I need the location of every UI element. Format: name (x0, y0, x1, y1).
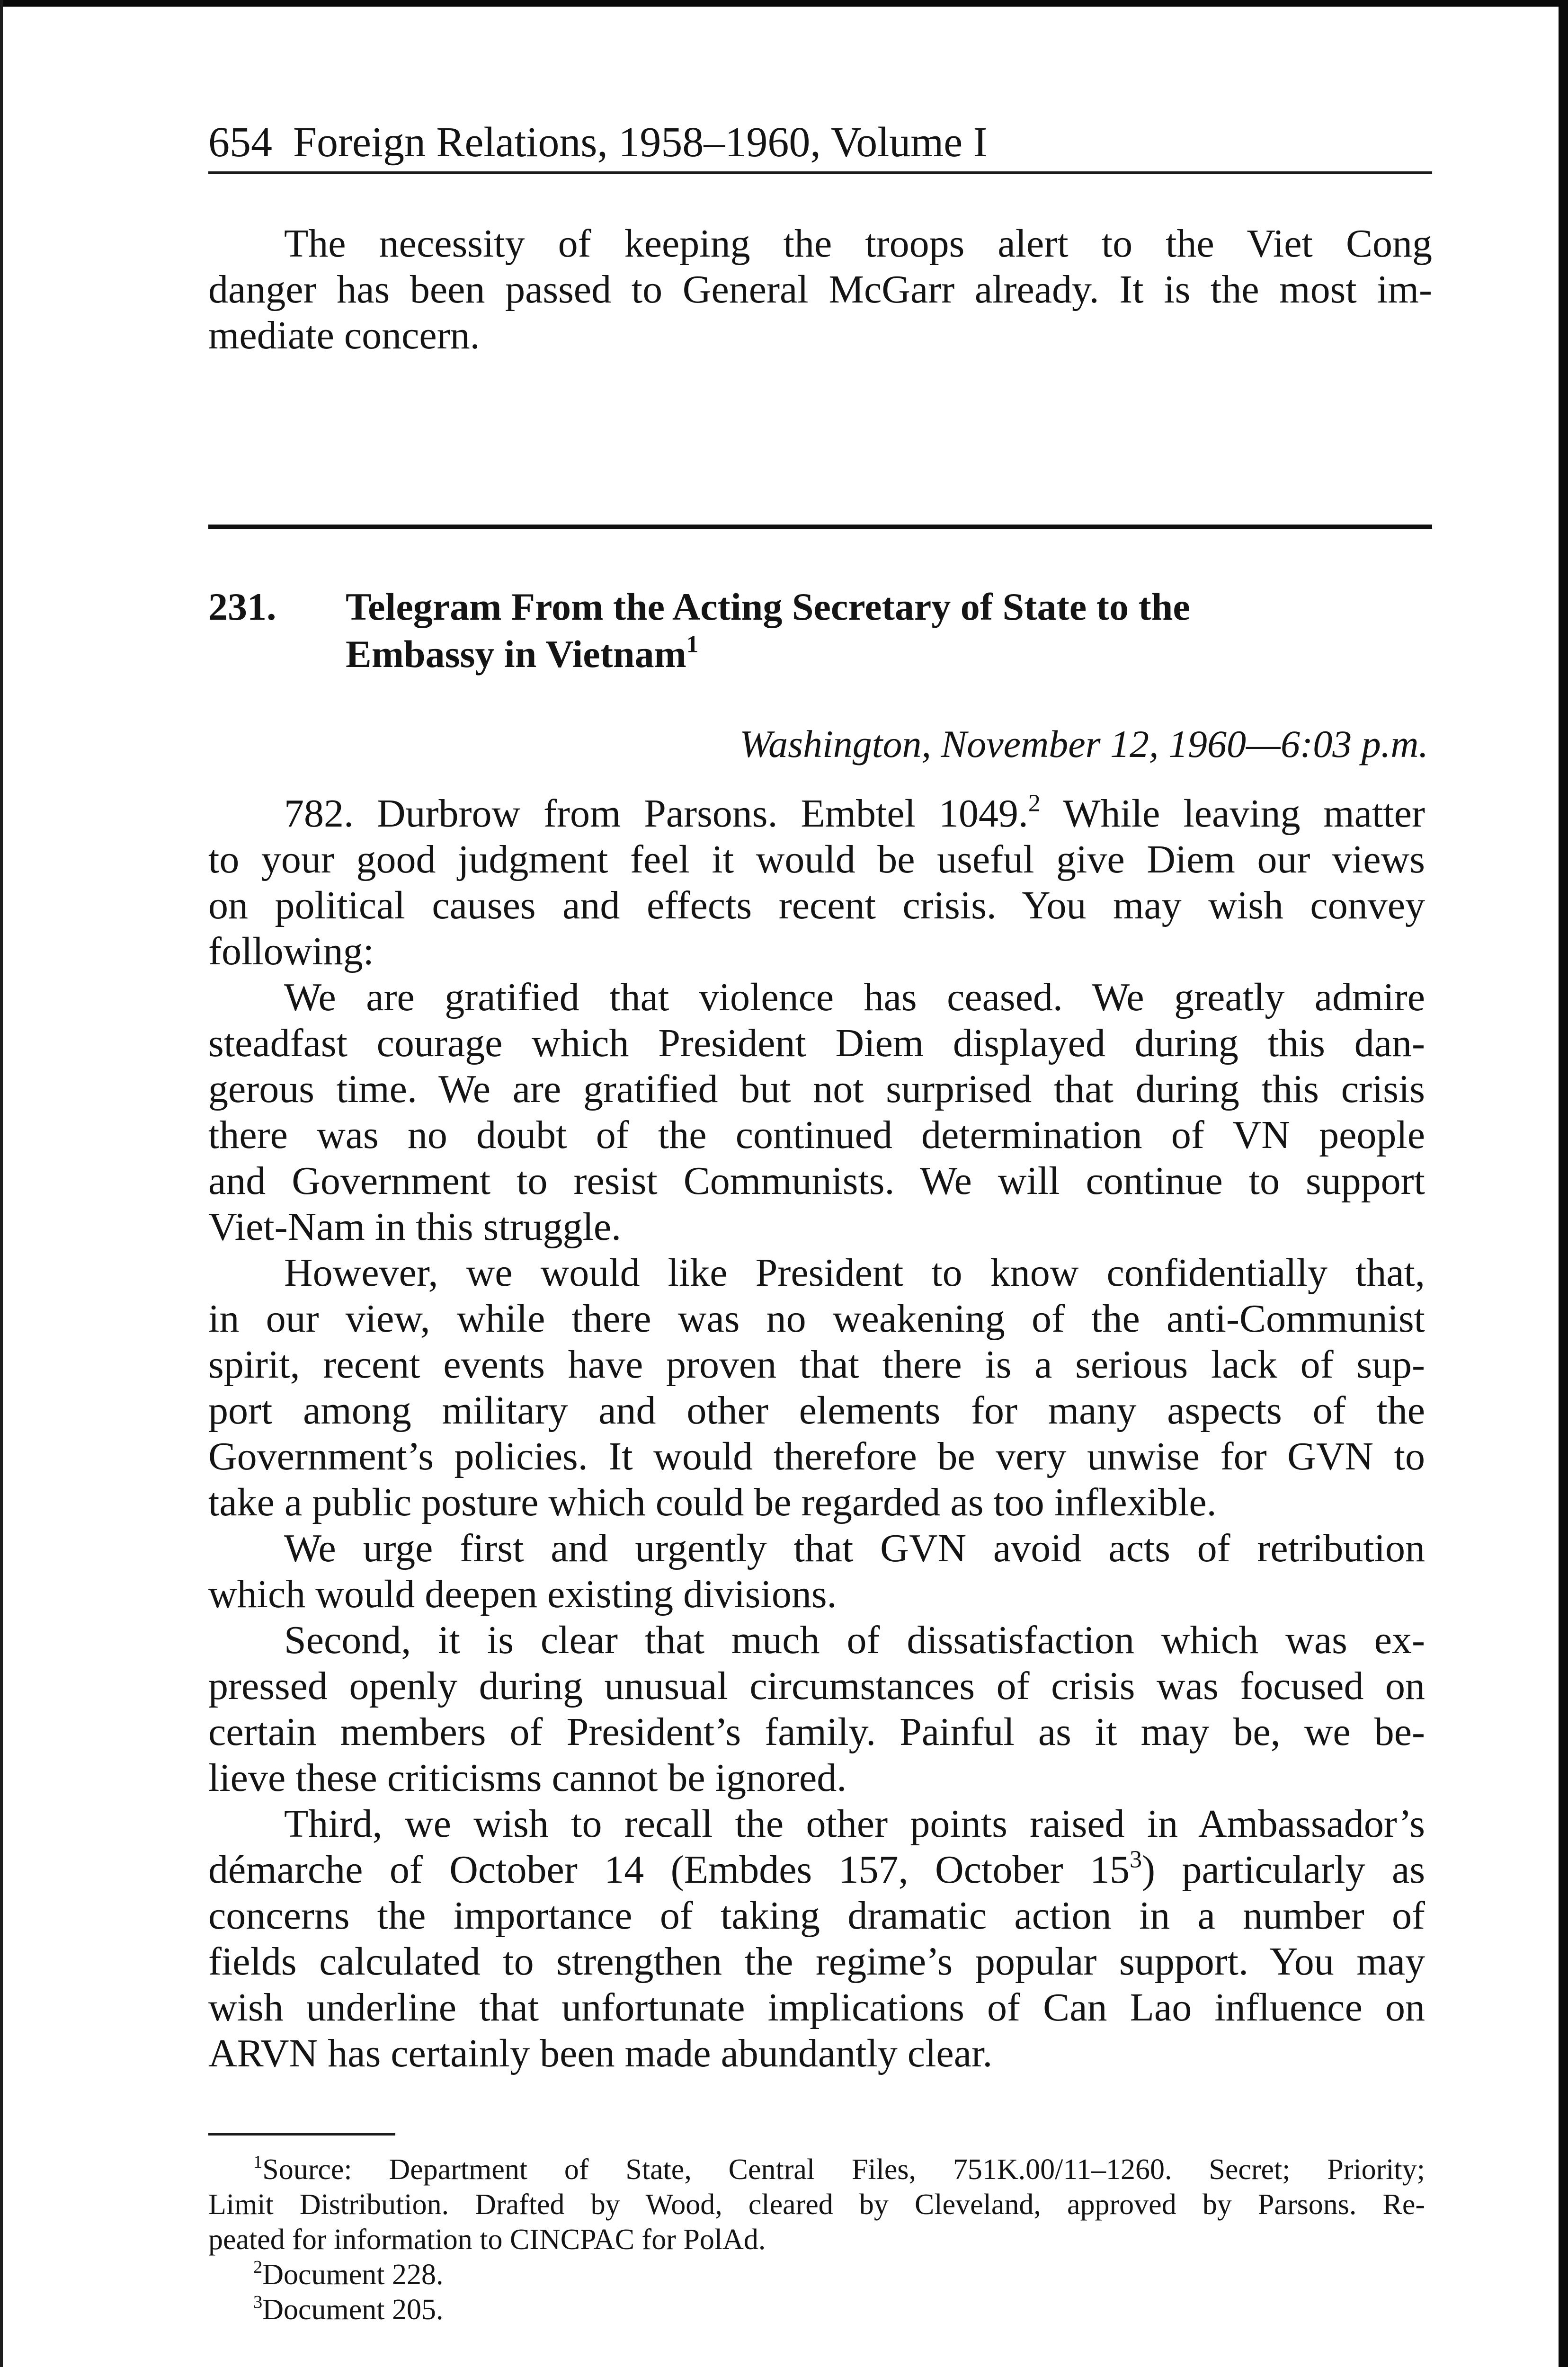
title-line: Telegram From the Acting Secretary of State to the (346, 585, 1190, 628)
text-segment: démarche of October 14 (Embdes 157, October 15 (208, 1848, 1130, 1892)
title-line-text: Embassy in Vietnam (346, 632, 686, 676)
text-line: Viet-Nam in this struggle. (208, 1205, 622, 1249)
header-rule (208, 171, 1432, 174)
text-line: following: (208, 929, 374, 973)
dateline: Washington, November 12, 1960—6:03 p.m. (739, 722, 1428, 765)
text-segment: While leaving matter (1040, 792, 1425, 836)
text-line: lieve these criticisms cannot be ignored. (208, 1756, 847, 1800)
text-line: steadfast courage which President Diem displayed during this dan- (208, 1021, 1425, 1065)
scan-border-left (0, 0, 3, 2367)
text-line: Third, we wish to recall the other points raised in Ambassador’s (284, 1802, 1425, 1846)
text-line: port among military and other elements for many aspects of the (208, 1388, 1425, 1433)
text-line: The necessity of keeping the troops alert to the Viet Cong (284, 222, 1432, 266)
footnote-line (208, 2152, 1425, 2187)
text-line (208, 791, 1425, 836)
text-line: in our view, while there was no weakening of the anti-Communist (208, 1297, 1425, 1341)
footnote-marker: 2 (253, 2257, 263, 2278)
footnote-text: Source: Department of State, Central Files, 751K.00/11–1260. Secret; Priority; (262, 2153, 1425, 2186)
footnote-rule (208, 2133, 395, 2136)
document-page (208, 0, 1432, 2367)
previous-document-text (208, 221, 1432, 358)
text-segment: ) particularly as (1142, 1848, 1425, 1892)
text-line: We urge first and urgently that GVN avoid acts of retribution (284, 1526, 1425, 1570)
text-line: and Government to resist Communists. We will continue to support (208, 1159, 1425, 1203)
text-line: wish underline that unfortunate implications of Can Lao influence on (208, 1985, 1425, 2029)
footnote-ref: 2 (1028, 790, 1041, 817)
text-line: which would deepen existing divisions. (208, 1572, 837, 1616)
running-head (208, 116, 1432, 169)
section-divider (208, 525, 1432, 529)
footnote-text: Document 205. (262, 2294, 444, 2326)
telegram-body (208, 791, 1425, 2076)
footnote-text: Document 228. (262, 2259, 444, 2291)
text-line: take a public posture which could be regarded as too inflexible. (208, 1480, 1217, 1524)
footnotes (208, 2152, 1425, 2327)
footnote-marker: 1 (253, 2152, 263, 2172)
text-line: certain members of President’s family. Painful as it may be, we be- (208, 1710, 1425, 1754)
footnote-1 (208, 2152, 1425, 2257)
page-number: 654 (208, 119, 272, 166)
text-line: danger has been passed to General McGarr already. It is the most im- (208, 267, 1432, 311)
text-line: gerous time. We are gratified but not surprised that during this crisis (208, 1067, 1425, 1111)
footnote-2 (208, 2257, 1425, 2292)
footnote-marker: 3 (253, 2292, 263, 2313)
footnote-3 (208, 2292, 1425, 2327)
text-line: to your good judgment feel it would be useful give Diem our views (208, 837, 1425, 881)
scan-border-right (1559, 0, 1568, 2367)
volume-title: Foreign Relations, 1958–1960, Volume I (293, 119, 988, 166)
text-line: ARVN has certainly been made abundantly clear. (208, 2031, 993, 2075)
footnote-ref: 1 (686, 631, 699, 658)
text-line: mediate concern. (208, 313, 480, 357)
text-line: fields calculated to strengthen the regime’s popular support. You may (208, 1940, 1425, 1984)
text-line: pressed openly during unusual circumstances of crisis was focused on (208, 1664, 1425, 1708)
text-line: concerns the importance of taking dramatic action in a number of (208, 1894, 1425, 1938)
footnote-line: peated for information to CINCPAC for PolAd. (208, 2224, 766, 2256)
text-line: Government’s policies. It would therefore be very unwise for GVN to (208, 1434, 1425, 1478)
text-line: spirit, recent events have proven that there is a serious lack of sup- (208, 1343, 1425, 1387)
footnote-line: Limit Distribution. Drafted by Wood, cleared by Cleveland, approved by Parsons. Re- (208, 2189, 1425, 2221)
text-line: However, we would like President to know confidentially that, (284, 1251, 1425, 1295)
text-line: on political causes and effects recent crisis. You may wish convey (208, 883, 1425, 927)
text-line: there was no doubt of the continued determination of VN people (208, 1113, 1425, 1157)
document-title (346, 583, 1340, 678)
footnote-ref: 3 (1130, 1846, 1142, 1873)
text-line: We are gratified that violence has ceased. We greatly admire (284, 975, 1425, 1019)
document-number: 231. (208, 585, 276, 628)
title-line (346, 631, 1340, 678)
text-segment: 782. Durbrow from Parsons. Embtel 1049. (284, 792, 1028, 836)
text-line (208, 1847, 1425, 1893)
text-line: Second, it is clear that much of dissatisfaction which was ex- (284, 1618, 1425, 1662)
